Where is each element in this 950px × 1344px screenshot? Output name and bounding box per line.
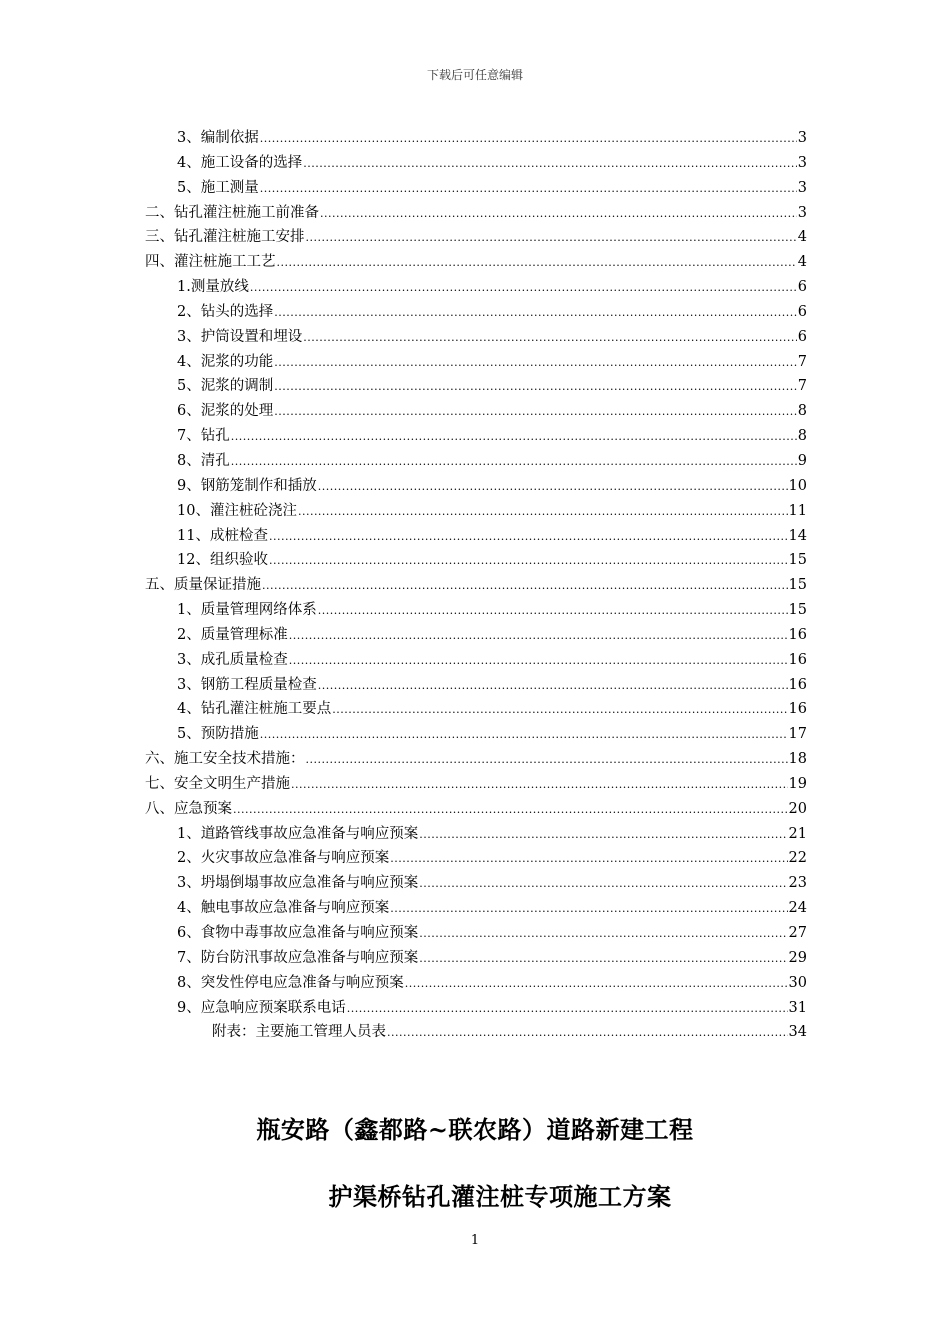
toc-entry-title: 二、钻孔灌注桩施工前准备 — [145, 204, 319, 221]
toc-entry[interactable] — [145, 573, 807, 598]
toc-entry-page: 21 — [788, 825, 807, 842]
toc-entry[interactable] — [145, 399, 807, 424]
toc-dot-leader — [419, 947, 787, 972]
toc-entry-title: 三、钻孔灌注桩施工安排 — [145, 229, 305, 246]
toc-entry-title: 4、施工设备的选择 — [177, 154, 303, 171]
toc-entry[interactable] — [145, 201, 807, 226]
toc-entry-title: 8、突发性停电应急准备与响应预案 — [177, 974, 404, 991]
toc-dot-leader — [318, 475, 788, 500]
toc-dot-leader — [291, 773, 788, 798]
toc-entry-title: 附表：主要施工管理人员表 — [212, 1024, 386, 1041]
toc-dot-leader — [231, 425, 797, 450]
toc-entry-title: 4、触电事故应急准备与响应预案 — [177, 900, 390, 917]
toc-entry[interactable] — [145, 747, 807, 772]
toc-dot-leader — [347, 997, 788, 1022]
toc-entry-title: 10、灌注桩砼浇注 — [177, 502, 297, 519]
toc-entry[interactable] — [145, 225, 807, 250]
toc-entry-page: 16 — [788, 676, 807, 693]
toc-dot-leader — [231, 450, 797, 475]
toc-dot-leader — [262, 574, 788, 599]
toc-entry-title: 五、质量保证措施 — [145, 577, 261, 594]
toc-entry-title: 3、钢筋工程质量检查 — [177, 676, 317, 693]
toc-dot-leader — [274, 375, 797, 400]
toc-entry[interactable] — [145, 524, 807, 549]
toc-dot-leader — [306, 748, 788, 773]
toc-entry-page: 4 — [797, 254, 807, 271]
toc-entry-page: 18 — [788, 751, 807, 768]
toc-entry[interactable] — [145, 971, 807, 996]
toc-entry-title: 5、泥浆的调制 — [177, 378, 274, 395]
toc-entry[interactable] — [145, 176, 807, 201]
toc-entry-title: 11、成桩检查 — [177, 527, 268, 544]
toc-entry-title: 3、编制依据 — [177, 130, 259, 146]
toc-entry[interactable] — [145, 846, 807, 871]
toc-entry-title: 4、钻孔灌注桩施工要点 — [177, 701, 332, 718]
toc-entry-title: 1.测量放线 — [177, 279, 249, 296]
toc-entry-page: 7 — [797, 353, 807, 370]
toc-entry-page: 3 — [797, 130, 807, 146]
toc-entry-page: 22 — [788, 850, 807, 867]
toc-entry[interactable] — [145, 250, 807, 275]
toc-entry[interactable] — [145, 673, 807, 698]
toc-dot-leader — [274, 301, 797, 326]
toc-entry[interactable] — [145, 722, 807, 747]
toc-entry[interactable] — [145, 797, 807, 822]
toc-dot-leader — [390, 847, 787, 872]
toc-entry[interactable] — [145, 896, 807, 921]
toc-entry-title: 1、道路管线事故应急准备与响应预案 — [177, 825, 419, 842]
toc-entry-page: 8 — [797, 403, 807, 420]
toc-entry-title: 2、钻头的选择 — [177, 303, 274, 320]
document-title: 瓶安路（鑫都路~联农路）道路新建工程 — [256, 1115, 694, 1144]
toc-entry-title: 3、护筒设置和埋设 — [177, 328, 303, 345]
toc-dot-leader — [332, 698, 787, 723]
toc-entry[interactable] — [145, 871, 807, 896]
toc-entry-title: 9、应急响应预案联系电话 — [177, 999, 346, 1016]
toc-entry-page: 31 — [788, 999, 807, 1016]
toc-dot-leader — [233, 798, 788, 823]
header-note: 下载后可任意编辑 — [426, 68, 523, 82]
toc-entry-page: 29 — [788, 949, 807, 966]
toc-entry-page: 11 — [788, 502, 807, 519]
toc-entry[interactable] — [145, 350, 807, 375]
toc-dot-leader — [318, 599, 788, 624]
toc-entry[interactable] — [145, 374, 807, 399]
toc-dot-leader — [390, 897, 787, 922]
toc-dot-leader — [260, 127, 797, 152]
toc-entry-title: 9、钢筋笼制作和插放 — [177, 477, 317, 494]
toc-entry-page: 27 — [788, 925, 807, 941]
toc-entry-title: 1、质量管理网络体系 — [177, 602, 317, 619]
toc-entry[interactable] — [145, 126, 807, 151]
toc-dot-leader — [320, 202, 797, 227]
toc-entry-page: 15 — [788, 577, 807, 594]
toc-entry-page: 8 — [797, 428, 807, 445]
toc-entry[interactable] — [145, 474, 807, 499]
toc-entry-title: 5、预防措施 — [177, 726, 259, 743]
toc-entry[interactable] — [145, 921, 807, 946]
toc-entry[interactable] — [145, 822, 807, 847]
toc-entry-page: 6 — [797, 328, 807, 345]
toc-entry-page: 17 — [788, 726, 807, 743]
toc-dot-leader — [298, 500, 788, 525]
toc-dot-leader — [419, 922, 787, 947]
toc-entry-page: 24 — [788, 900, 807, 917]
toc-entry-page: 15 — [788, 602, 807, 619]
toc-entry-title: 3、成孔质量检查 — [177, 651, 288, 668]
toc-entry-title: 7、防台防汛事故应急准备与响应预案 — [177, 949, 419, 966]
toc-entry[interactable] — [145, 275, 807, 300]
toc-entry-page: 9 — [797, 452, 807, 469]
toc-entry[interactable] — [145, 325, 807, 350]
toc-dot-leader — [277, 251, 797, 276]
toc-dot-leader — [405, 972, 788, 997]
toc-dot-leader — [260, 177, 797, 202]
toc-entry[interactable] — [145, 151, 807, 176]
toc-entry-page: 16 — [788, 651, 807, 668]
toc-entry[interactable] — [145, 623, 807, 648]
toc-entry-title: 六、施工安全技术措施： — [145, 751, 305, 768]
toc-dot-leader — [306, 226, 797, 251]
toc-entry-page: 3 — [797, 179, 807, 196]
toc-dot-leader — [260, 723, 788, 748]
toc-dot-leader — [303, 326, 797, 351]
toc-dot-leader — [269, 549, 788, 574]
toc-entry-title: 3、坍塌倒塌事故应急准备与响应预案 — [177, 875, 419, 892]
toc-entry-page: 3 — [797, 204, 807, 221]
toc-dot-leader — [274, 400, 797, 425]
toc-entry-title: 5、施工测量 — [177, 179, 259, 196]
toc-dot-leader — [269, 525, 788, 550]
toc-entry[interactable] — [145, 300, 807, 325]
toc-entry[interactable] — [145, 772, 807, 797]
toc-entry-page: 7 — [797, 378, 807, 395]
toc-entry-page: 19 — [788, 775, 807, 792]
toc-entry-page: 23 — [788, 875, 807, 892]
toc-entry-title: 八、应急预案 — [145, 800, 232, 817]
toc-entry-page: 34 — [788, 1024, 807, 1041]
toc-entry[interactable] — [145, 598, 807, 623]
toc-dot-leader — [303, 152, 797, 177]
toc-entry-title: 7、钻孔 — [177, 428, 230, 445]
toc-entry-title: 七、安全文明生产措施 — [145, 775, 290, 792]
toc-dot-leader — [289, 624, 788, 649]
toc-entry[interactable] — [145, 424, 807, 449]
toc-entry[interactable] — [145, 499, 807, 524]
toc-entry-title: 4、泥浆的功能 — [177, 353, 274, 370]
toc-entry-title: 2、质量管理标准 — [177, 626, 288, 643]
toc-entry-page: 10 — [788, 477, 807, 494]
toc-entry-title: 2、火灾事故应急准备与响应预案 — [177, 850, 390, 867]
toc-entry-page: 16 — [788, 626, 807, 643]
toc-dot-leader — [274, 351, 797, 376]
toc-entry-page: 6 — [797, 303, 807, 320]
toc-entry-title: 6、食物中毒事故应急准备与响应预案 — [177, 925, 419, 941]
toc-dot-leader — [419, 872, 787, 897]
toc-entry-title: 12、组织验收 — [177, 552, 268, 569]
toc-entry-page: 3 — [797, 154, 807, 171]
toc-dot-leader — [318, 674, 788, 699]
toc-entry-page: 16 — [788, 701, 807, 718]
toc-entry-page: 6 — [797, 279, 807, 296]
toc-entry-title: 6、泥浆的处理 — [177, 403, 274, 420]
toc-entry-page: 15 — [788, 552, 807, 569]
toc-entry[interactable] — [145, 648, 807, 673]
toc-dot-leader — [289, 649, 788, 674]
toc-dot-leader — [419, 823, 787, 848]
toc-entry[interactable] — [145, 697, 807, 722]
toc-entry[interactable] — [145, 449, 807, 474]
toc-entry-page: 4 — [797, 229, 807, 246]
document-subtitle: 护渠桥钻孔灌注桩专项施工方案 — [328, 1182, 672, 1211]
toc-entry-title: 8、清孔 — [177, 452, 230, 469]
toc-entry-page: 20 — [788, 800, 807, 817]
toc-entry[interactable] — [145, 946, 807, 971]
toc-entry[interactable] — [145, 996, 807, 1021]
toc-entry[interactable] — [145, 548, 807, 573]
toc-entry-page: 30 — [788, 974, 807, 991]
toc-dot-leader — [387, 1021, 788, 1046]
toc-entry[interactable] — [145, 1020, 807, 1045]
toc-entry-title: 四、灌注桩施工工艺 — [145, 254, 276, 271]
toc-entry-page: 14 — [788, 527, 807, 544]
toc-dot-leader — [250, 276, 797, 301]
table-of-contents — [145, 126, 807, 1045]
page-number: 1 — [470, 1233, 480, 1248]
